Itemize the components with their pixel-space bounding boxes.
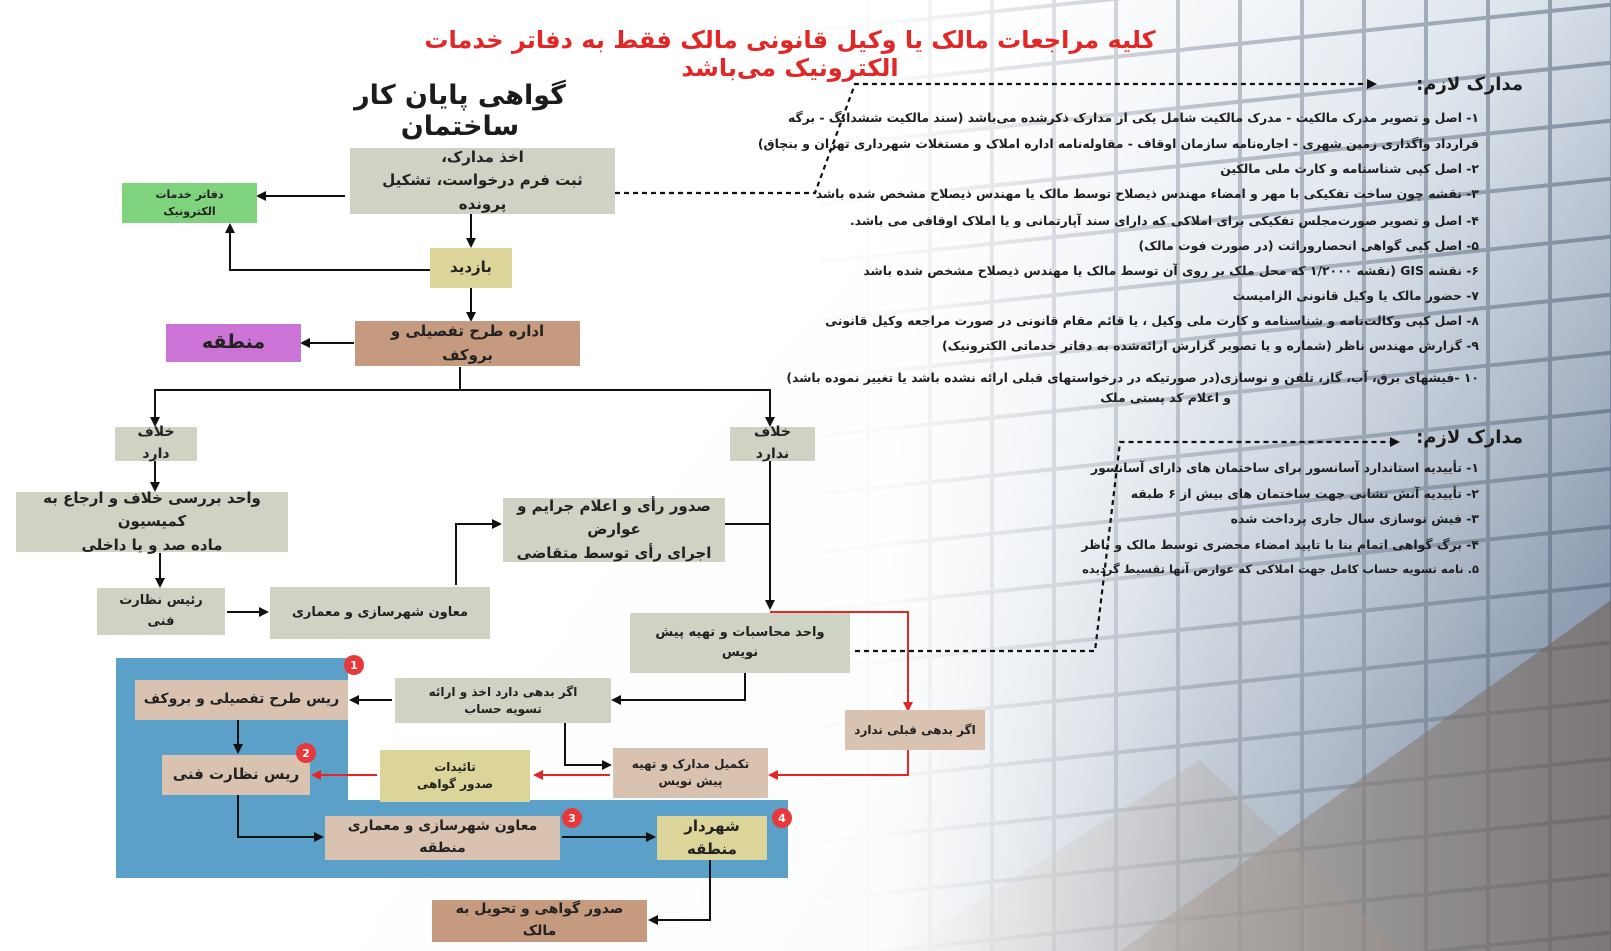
detailed-plan-office-box: اداره طرح تفصیلی و بروکف — [355, 321, 580, 366]
complete-line1: تکمیل مدارک و تهیه — [631, 757, 750, 772]
step-badge-2: 2 — [296, 743, 316, 763]
inspection-box: بازدید — [430, 248, 512, 288]
receive-docs-box — [350, 148, 615, 214]
debt-line1: اگر بدهی دارد اخذ و ارائه — [428, 684, 578, 699]
mayor-district-box: شهردار منطقه — [657, 816, 767, 860]
docs1-title: مدارک لازم: — [1416, 74, 1523, 95]
urban-deputy-box: معاون شهرسازی و معماری — [270, 587, 490, 639]
complete-line2: پیش نویس — [658, 774, 723, 788]
approvals-line2: صدور گواهی — [416, 777, 494, 791]
tech-supervision-head-box: رئیس نظارت فنی — [97, 588, 225, 635]
docs1-item: ۵- اصل کپی گواهی انحصاروراثت (در صورت فوت مالک) — [1138, 238, 1479, 253]
notice-text: کلیه مراجعات مالک یا وکیل قانونی مالک فقط به دفاتر خدمات الکترونیک می‌باشد — [424, 26, 1156, 82]
docs1-item: ۷- حضور مالک یا وکیل قانونی الزامیست — [1232, 288, 1479, 303]
has-violation-box: خلاف دارد — [115, 427, 197, 461]
verdict-line2: اجرای رأی توسط متقاضی — [516, 543, 712, 562]
docs1-item: ۶- نقشه GIS (نقشه ۱/۲۰۰۰ که محل ملک بر روی آن توسط مالک یا مهندس ذیصلاح مشخص شده باشد — [863, 263, 1479, 278]
district-urban-deputy-box: معاون شهرسازی و معماری منطقه — [325, 816, 560, 860]
approvals-line1: تائیدات — [434, 760, 476, 775]
docs1-item: و اعلام کد پستی ملک — [1100, 390, 1231, 405]
docs2-item: ۲- تأییدیه آتش نشانی جهت ساختمان های بیش از ۶ طبقه — [1130, 486, 1479, 501]
docs2-item: ۳- فیش نوسازی سال جاری پرداخت شده — [1230, 511, 1479, 526]
accounting-unit-box: واحد محاسبات و تهیه پیش نویس — [630, 613, 850, 673]
docs2-title: مدارک لازم: — [1416, 427, 1523, 448]
receive-docs-label: اخذ مدارک، — [441, 148, 524, 167]
no-violation-box: خلاف ندارد — [730, 427, 815, 461]
docs2-item: ۵. نامه تسویه حساب کامل جهت املاکی که عوارض آنها تقسیط گردیده — [1082, 562, 1479, 576]
violation-review-unit-box — [16, 489, 288, 554]
docs1-item: قرارداد واگذاری زمین شهری - اجاره‌نامه سازمان اوقاف - مقاوله‌نامه اداره املاک و مستغلات شهرداری تهران و بنچاق) — [757, 136, 1479, 151]
verdict-line1: صدور رأی و اعلام جرایم و عوارض — [517, 497, 711, 539]
issue-certificate-box: صدور گواهی و تحویل به مالک — [432, 900, 647, 942]
e-office-box: دفاتر خدمات الکترونیک — [122, 183, 257, 223]
docs2-item: ۴- برگ گواهی اتمام بنا با تایید امضاء محضری توسط مالک و ناظر — [1081, 537, 1479, 552]
has-debt-box — [395, 678, 611, 723]
step-badge-4: 4 — [772, 808, 792, 828]
docs1-item: ۱- اصل و تصویر مدرک مالکیت - مدرک مالکیت شامل یکی از مدارک ذکرشده می‌باشد (سند مالکیت ششدانگ - برگه — [787, 110, 1479, 125]
approvals-box — [380, 750, 530, 802]
debt-line2: تسویه حساب — [464, 701, 542, 716]
docs1-item: ۹- گزارش مهندس ناظر (شماره و یا تصویر گزارش ارائه‌شده به دفاتر خدماتی الکترونیک) — [941, 338, 1479, 353]
complete-docs-box — [613, 748, 768, 798]
docs2-item: ۱- تأییدیه استاندارد آسانسور برای ساختمان های دارای آسانسور — [1090, 460, 1479, 475]
step-badge-3: 3 — [562, 808, 582, 828]
docs1-item: ۳- نقشه چون ساخت تفکیکی با مهر و امضاء مهندس ذیصلاح توسط مالک یا مهندس ذیصلاح مشخص شده باشد — [815, 186, 1479, 201]
head-detailed-plan-box: ریس طرح تفصیلی و بروکف — [135, 680, 348, 720]
docs1-item: ۸- اصل کپی وکالت‌نامه و شناسنامه و کارت ملی وکیل ، یا قائم مقام قانونی در صورت مراجعه وکیل قانونی — [825, 313, 1479, 328]
violation-unit-line2: ماده صد و یا داخلی — [81, 535, 223, 554]
register-form-label: ثبت فرم درخواست، تشکیل پرونده — [382, 171, 583, 213]
step-badge-1: 1 — [344, 655, 364, 675]
head-tech-supervision-box: ریس نظارت فنی — [162, 755, 310, 795]
verdict-box — [503, 498, 725, 562]
page-title: گواهی پایان کار ساختمان — [354, 80, 566, 142]
violation-unit-line1: واحد بررسی خلاف و ارجاع به کمیسیون — [43, 489, 261, 531]
district-box: منطقه — [166, 324, 301, 362]
no-prior-debt-box: اگر بدهی قبلی ندارد — [845, 710, 985, 750]
docs1-item: ۴- اصل و تصویر صورت‌مجلس تفکیکی برای املاکی که دارای سند آپارتمانی و یا املاک اوقافی می باشد. — [849, 213, 1479, 228]
docs1-item: ۲- اصل کپی شناسنامه و کارت ملی مالکین — [1220, 161, 1479, 176]
docs1-item: ۱۰ -فیشهای برق، آب، گاز، تلفن و نوسازی(در صورتیکه در درخواستهای قبلی ارائه نشده باشد یا تغییر نموده باشد) — [786, 370, 1479, 385]
